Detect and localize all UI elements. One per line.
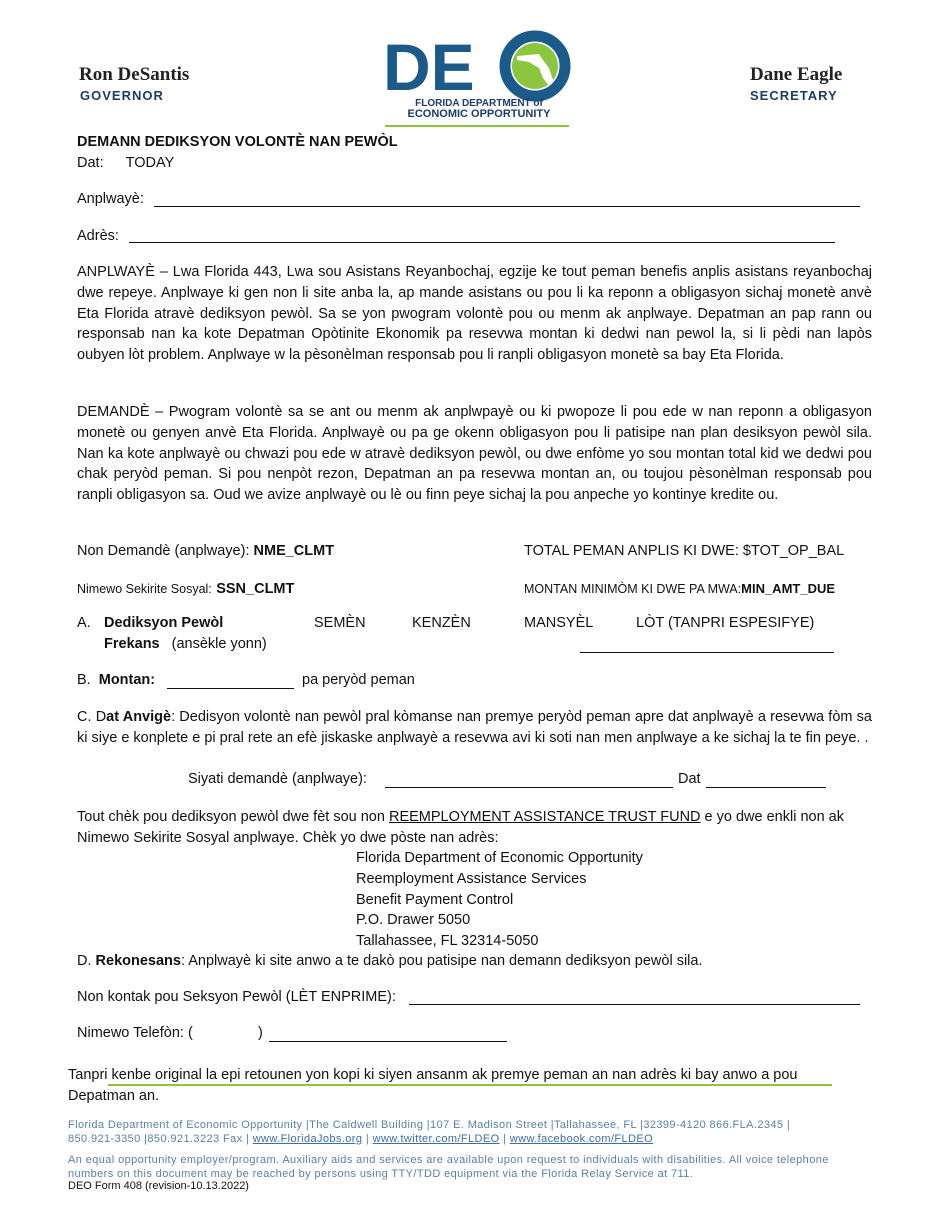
date-value: TODAY [125, 155, 175, 171]
freq-option-monthly[interactable]: MANSYÈL [524, 615, 594, 631]
claimant-paragraph: DEMANDÈ – Pwogram volontè sa se ant ou menm ak anplwpayè ou ki pwopoze li pou ede w nan reponn a obligasyon monetè ou genyen anvè Eta Florida. Anplwayè ou pa ge okenn obligasyon pou li patisipe nan plan desiksyon pewòl sila. Nan ka kote anplwayè ou chwazi pou ede w atravè dediksyon pewòl, ou dwe enfòme yo sou montan total kid we dedwi pou chak peryòd peman. Si pou nenpòt rezon, Depatman an pa resevwa montan an, ou toujou pèsonèlman responsab pou ranpli obligasyon sa. Oud we avize anplwayè ou lè ou finn peye sichaj la pou anpeche yo kontinye kredite ou. [77, 404, 872, 504]
phone-line[interactable] [269, 1041, 507, 1042]
link-facebook[interactable]: www.facebook.com/FLDEO [509, 1133, 654, 1145]
signature-date-line[interactable] [706, 787, 826, 788]
section-b-label: Montan: [98, 672, 156, 688]
address-line-1: Florida Department of Economic Opportunity [356, 850, 643, 866]
form-title: DEMANN DEDIKSYON VOLONTÈ NAN PEWÒL [77, 134, 398, 150]
secretary-title: SECRETARY [750, 88, 838, 103]
check-instructions [77, 807, 877, 849]
section-a-label: Dediksyon Pewòl [104, 615, 224, 631]
deo-logo [383, 30, 573, 128]
logo-subtitle-2: ECONOMIC OPPORTUNITY [407, 108, 551, 120]
section-d-row [77, 953, 703, 969]
claimant-name-row [77, 543, 334, 559]
section-b-suffix: pa peryòd peman [302, 672, 415, 688]
claimant-name-label: Non Demandè (anplwaye): [77, 543, 250, 559]
freq-note: (ansèkle yonn) [171, 636, 267, 652]
date-label: Dat: [77, 155, 104, 171]
section-c-label: at Anvigè [106, 709, 172, 725]
min-value: MIN_AMT_DUE [741, 581, 836, 596]
address-line-5: Tallahassee, FL 32314-5050 [356, 933, 539, 950]
ssn-row [77, 580, 294, 598]
min-row [524, 580, 835, 598]
total-label: TOTAL PEMAN ANPLIS KI DWE: [524, 543, 739, 559]
other-frequency-line[interactable] [580, 652, 834, 653]
employer-paragraph: ANPLWAYÈ – Lwa Florida 443, Lwa sou Asistans Reyanbochaj, egzije ke tout peman benefis anplis asistans reyanbochaj dwe repeye. Anplwaye ki gen non li site anba la, ap mande asistans ou pou li ka reponn a obligasyon sichaj monetè anvè Eta Florida atravè dediksyon pewòl. Sa se yon pwogram volontè pou ou menm ak anplwaye. Depatman an pap rann ou responsab nan ka kote Depatman Opòtinite Ekonomik pa resevwa montan ki dedwi nan pewol la, si li pèdi nan lapòs oubyen lòt problem. Anplwaye w la pèsonèlman responsab pou li ranpli obligasyon monetè sa bay Eta Florida. [77, 264, 872, 364]
section-d-text: : Anplwayè ki site anwo a te dakò pou patisipe nan demann dediksyon pewòl sila. [180, 953, 703, 969]
footer-line-2: 850.921-3350 |850.921.3223 Fax | [68, 1133, 250, 1145]
check-fund-name: REEMPLOYMENT ASSISTANCE TRUST FUND [388, 809, 701, 825]
footer-divider [108, 1084, 832, 1086]
amount-line[interactable] [167, 688, 294, 689]
governor-name: Ron DeSantis [79, 64, 190, 85]
section-d-letter: D. [77, 953, 92, 969]
return-text-2: Depatman an. [68, 1087, 160, 1104]
logo-underline [385, 125, 569, 127]
freq-option-biweekly[interactable]: KENZÈN [412, 615, 471, 631]
return-text-1: Tanpri kenbe original la epi retounen yon kopi ki siyen ansanm ak premye peman an nan adrès ki bay anwo a pou [68, 1067, 798, 1083]
return-instructions [68, 1065, 868, 1107]
svg-text:DE: DE [383, 30, 475, 104]
section-c-text: : Dedisyon volontè nan pewòl pral kòmanse nan premye peryòd peman apre dat anplwayè a resevwa fòm sa ki siye e konplete e pi pral rete an efè jiskaske anplwayè a resevwa avi ki soti nan men anplwaye a ke sichaj la te fin peye. . [77, 709, 872, 746]
freq-option-weekly[interactable]: SEMÈN [314, 615, 366, 631]
address-line-3: Benefit Payment Control [356, 891, 514, 908]
address-line-2: Reemployment Assistance Services [356, 870, 587, 887]
section-a-letter: A. [77, 615, 91, 631]
phone-label: Nimewo Telefòn: ( [77, 1025, 193, 1041]
address-label: Adrès: [77, 228, 119, 244]
secretary-name: Dane Eagle [750, 64, 843, 85]
freq-label: Frekans [104, 636, 160, 652]
claimant-name-value: NME_CLMT [253, 543, 335, 559]
min-label: MONTAN MINIMÒM KI DWE PA MWA: [524, 582, 742, 596]
contact-label: Non kontak pou Seksyon Pewòl (LÈT ENPRIME): [77, 989, 396, 1005]
check-text-2: e yo dwe enkli non ak [704, 809, 844, 825]
signature-label: Siyati demandè (anplwaye): [188, 771, 367, 787]
check-text-3: Nimewo Sekirite Sosyal anplwaye. Chèk yo dwe pòste nan adrès: [77, 829, 499, 846]
form-number: DEO Form 408 (revision-10.13.2022) [68, 1180, 249, 1192]
equal-opportunity-notice: An equal opportunity employer/program. Auxiliary aids and services are available upon request to individuals with disabilities. All voice telephone numbers on this document may be reached by persons using TTY/TDD equipment via the Florida Relay Service at 711. [68, 1154, 829, 1180]
logo-subtitle-1: FLORIDA DEPARTMENT of [415, 98, 543, 109]
date-row [77, 155, 174, 171]
footer-line-2-row: 850.921-3350 |850.921.3223 Fax | www.FloridaJobs.org | www.twitter.com/FLDEO | www.facebook.com/FLDEO [68, 1133, 654, 1145]
address-line-4: P.O. Drawer 5050 [356, 912, 471, 929]
total-value: $TOT_OP_BAL [742, 543, 845, 559]
freq-option-other[interactable]: LÒT (TANPRI ESPESIFYE) [636, 615, 815, 631]
link-twitter[interactable]: www.twitter.com/FLDEO [372, 1133, 500, 1145]
freq-row [104, 636, 267, 652]
section-c-letter: C. D [77, 709, 107, 725]
governor-title: GOVERNOR [80, 88, 164, 103]
ssn-label: Nimewo Sekirite Sosyal: [77, 582, 212, 596]
employer-line[interactable] [154, 206, 860, 207]
check-text-1: Tout chèk pou dediksyon pewòl dwe fèt sou non [77, 809, 385, 825]
address-line[interactable] [129, 242, 835, 243]
contact-line[interactable] [409, 1004, 860, 1005]
link-floridajobs[interactable]: www.FloridaJobs.org [252, 1133, 363, 1145]
section-d-label: Rekonesans [95, 953, 181, 969]
section-b-row [77, 672, 155, 688]
phone-close: ) [258, 1025, 263, 1041]
section-b-letter: B. [77, 672, 91, 688]
signature-line[interactable] [385, 787, 673, 788]
total-row [524, 543, 844, 559]
section-c-paragraph [77, 707, 872, 749]
footer-contact [68, 1118, 868, 1146]
footer-line-1: Florida Department of Economic Opportunity |The Caldwell Building |107 E. Madison Street |Tallahassee, FL |32399-4120 866.FLA.2345 | [68, 1119, 791, 1131]
mailing-address [356, 848, 643, 952]
ssn-value: SSN_CLMT [216, 581, 295, 597]
employer-label: Anplwayè: [77, 191, 144, 207]
signature-date-label: Dat [678, 771, 701, 787]
